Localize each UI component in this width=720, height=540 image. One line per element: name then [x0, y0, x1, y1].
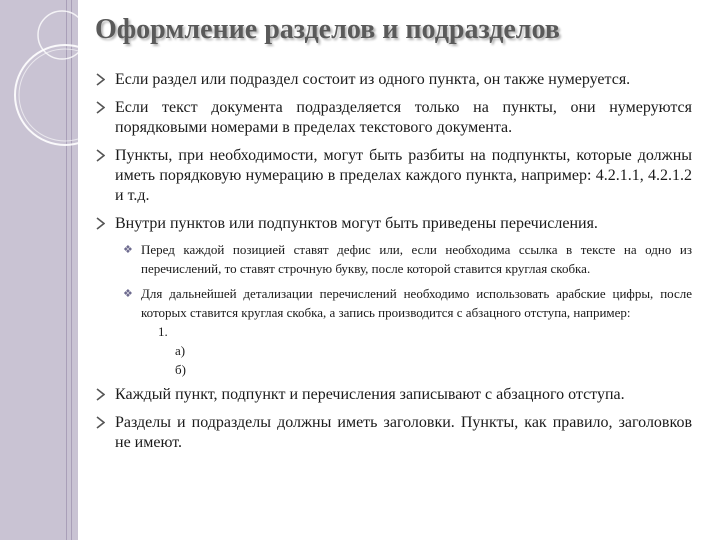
item-text: Внутри пунктов или подпунктов могут быть приведены перечисления. [115, 215, 598, 232]
sub-list-item [96, 284, 692, 322]
item-text: Разделы и подразделы должны иметь заголовки. Пункты, как правило, заголовков не имеют. [115, 414, 692, 451]
subitem-text: Перед каждой позицией ставят дефис или, если необходима ссылка в тексте на одно из перечислений, то ставят строчную букву, после которой ставится круглая скобка. [141, 242, 692, 276]
list-item [96, 70, 692, 90]
item-text: Пункты, при необходимости, могут быть разбиты на подпункты, которые должны иметь порядковую нумерацию в пределах каждого пункта, например: 4.2.1.1, 4.2.1.2 и т.д. [115, 147, 692, 204]
list-item [96, 413, 692, 453]
example-letter: б) [175, 362, 186, 377]
slide-title: Оформление разделов и подразделов [95, 14, 560, 45]
list-item [96, 146, 692, 206]
subitem-text: Для дальнейшей детализации перечислений необходимо использовать арабские цифры, после которых ставится круглая скобка, а запись производится с абзацного отступа, например: [141, 286, 692, 320]
list-item [96, 385, 692, 405]
item-text: Каждый пункт, подпункт и перечисления записывают с абзацного отступа. [115, 386, 625, 403]
item-text: Если текст документа подразделяется только на пункты, они нумеруются порядковыми номерами в пределах текстового документа. [115, 99, 692, 136]
arrow-bullet-icon [96, 416, 105, 429]
arrow-bullet-icon [96, 388, 105, 401]
list-item [96, 98, 692, 138]
diamond-bullet-icon: ❖ [123, 288, 133, 300]
list-item [96, 214, 692, 234]
arrow-bullet-icon [96, 101, 105, 114]
arrow-bullet-icon [96, 73, 105, 86]
arrow-bullet-icon [96, 149, 105, 162]
item-text: Если раздел или подраздел состоит из одного пункта, он также нумеруется. [115, 71, 631, 88]
slide-content [96, 70, 692, 453]
arrow-bullet-icon [96, 217, 105, 230]
example-number: 1. [158, 324, 168, 339]
sub-list-item [96, 240, 692, 278]
diamond-bullet-icon: ❖ [123, 244, 133, 256]
example-letter: а) [175, 343, 186, 358]
